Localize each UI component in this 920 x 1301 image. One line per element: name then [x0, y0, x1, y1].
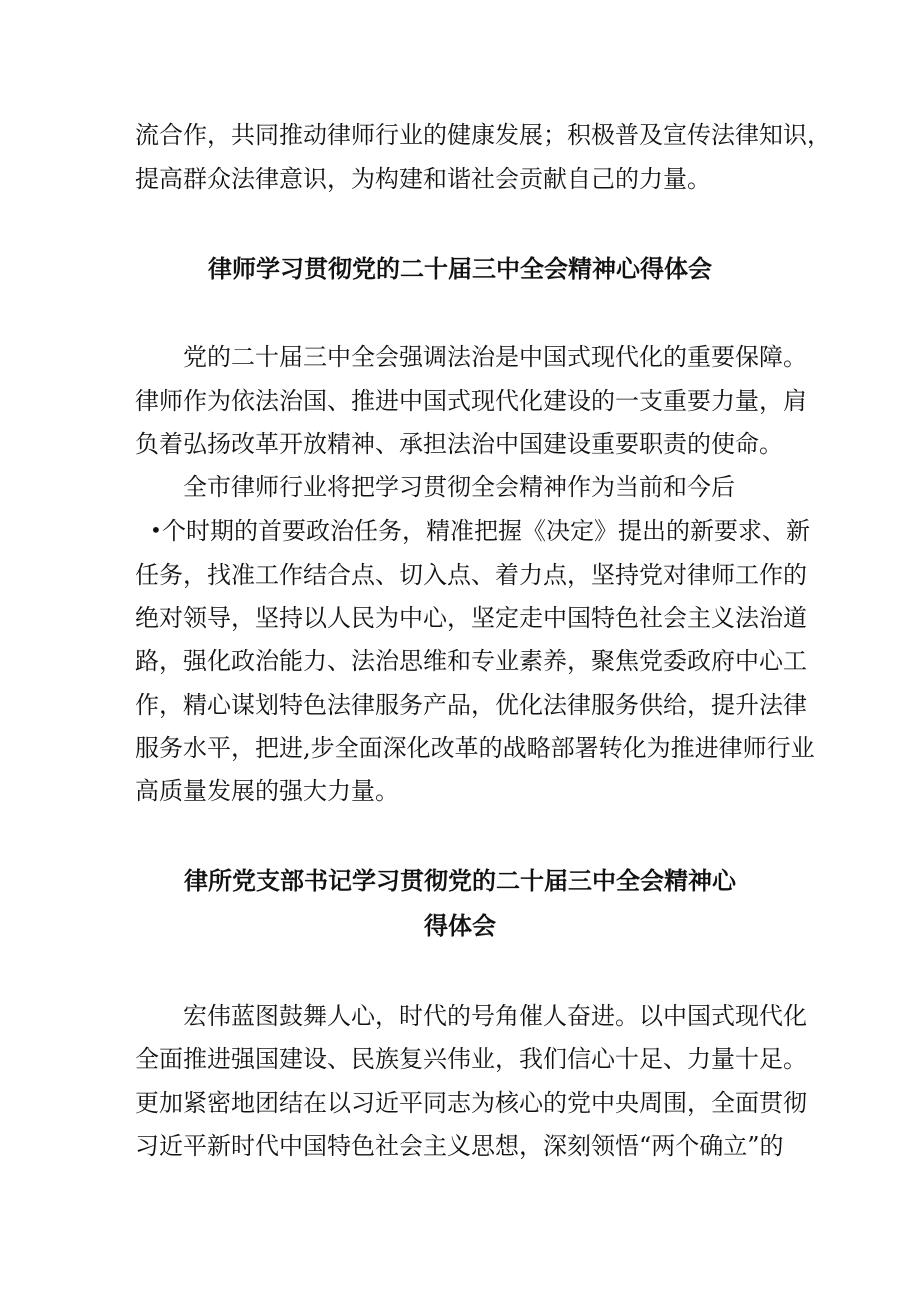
section-heading: 律师学习贯彻党的二十届三中全会精神心得体会: [208, 255, 712, 283]
paragraph-line: 任务，找准工作结合点、切入点、着力点，坚持党对律师工作的: [135, 561, 807, 589]
paragraph-line: 负着弘扬改革开放精神、承担法治中国建设重要职责的使命。: [135, 430, 783, 458]
section-heading: 律所党支部书记学习贯彻党的二十届三中全会精神心: [184, 867, 736, 895]
paragraph-line: 服务水平，把进,步全面深化改革的战略部署转化为推进律师行业: [135, 734, 815, 762]
paragraph-line: 全面推进强国建设、民族复兴伟业，我们信心十足、力量十足。: [135, 1045, 807, 1073]
paragraph-line: 路，强化政治能力、法治思维和专业素养，聚焦党委政府中心工: [135, 647, 807, 675]
paragraph-line: 高质量发展的强大力量。: [135, 777, 399, 805]
paragraph-line: 提高群众法律意识，为构建和谐社会贡献自己的力量。: [135, 165, 711, 193]
paragraph-line: 流合作，共同推动律师行业的健康发展；积极普及宣传法律知识，: [135, 121, 831, 149]
bullet-mark: •: [150, 518, 162, 542]
paragraph-line: 全市律师行业将把学习贯彻全会精神作为当前和今后: [183, 473, 735, 501]
section-heading-continued: 得体会: [424, 912, 496, 940]
paragraph-line: 习近平新时代中国特色社会主义思想，深刻领悟“两个确立”的: [135, 1132, 784, 1160]
paragraph-line: 个时期的首要政治任务，精准把握《决定》提出的新要求、新: [162, 517, 810, 545]
paragraph-line: 党的二十届三中全会强调法治是中国式现代化的重要保障。: [183, 343, 807, 371]
paragraph-line: 作，精心谋划特色法律服务产品，优化法律服务供给，提升法律: [135, 691, 807, 719]
paragraph-line: 律师作为依法治国、推进中国式现代化建设的一支重要力量，肩: [135, 387, 807, 415]
paragraph-line: 绝对领导，坚持以人民为中心，坚定走中国特色社会主义法治道: [135, 604, 807, 632]
paragraph-line: 宏伟蓝图鼓舞人心，时代的号角催人奋进。以中国式现代化: [183, 1002, 807, 1030]
paragraph-line: 更加紧密地团结在以习近平同志为核心的党中央周围，全面贯彻: [135, 1089, 807, 1117]
